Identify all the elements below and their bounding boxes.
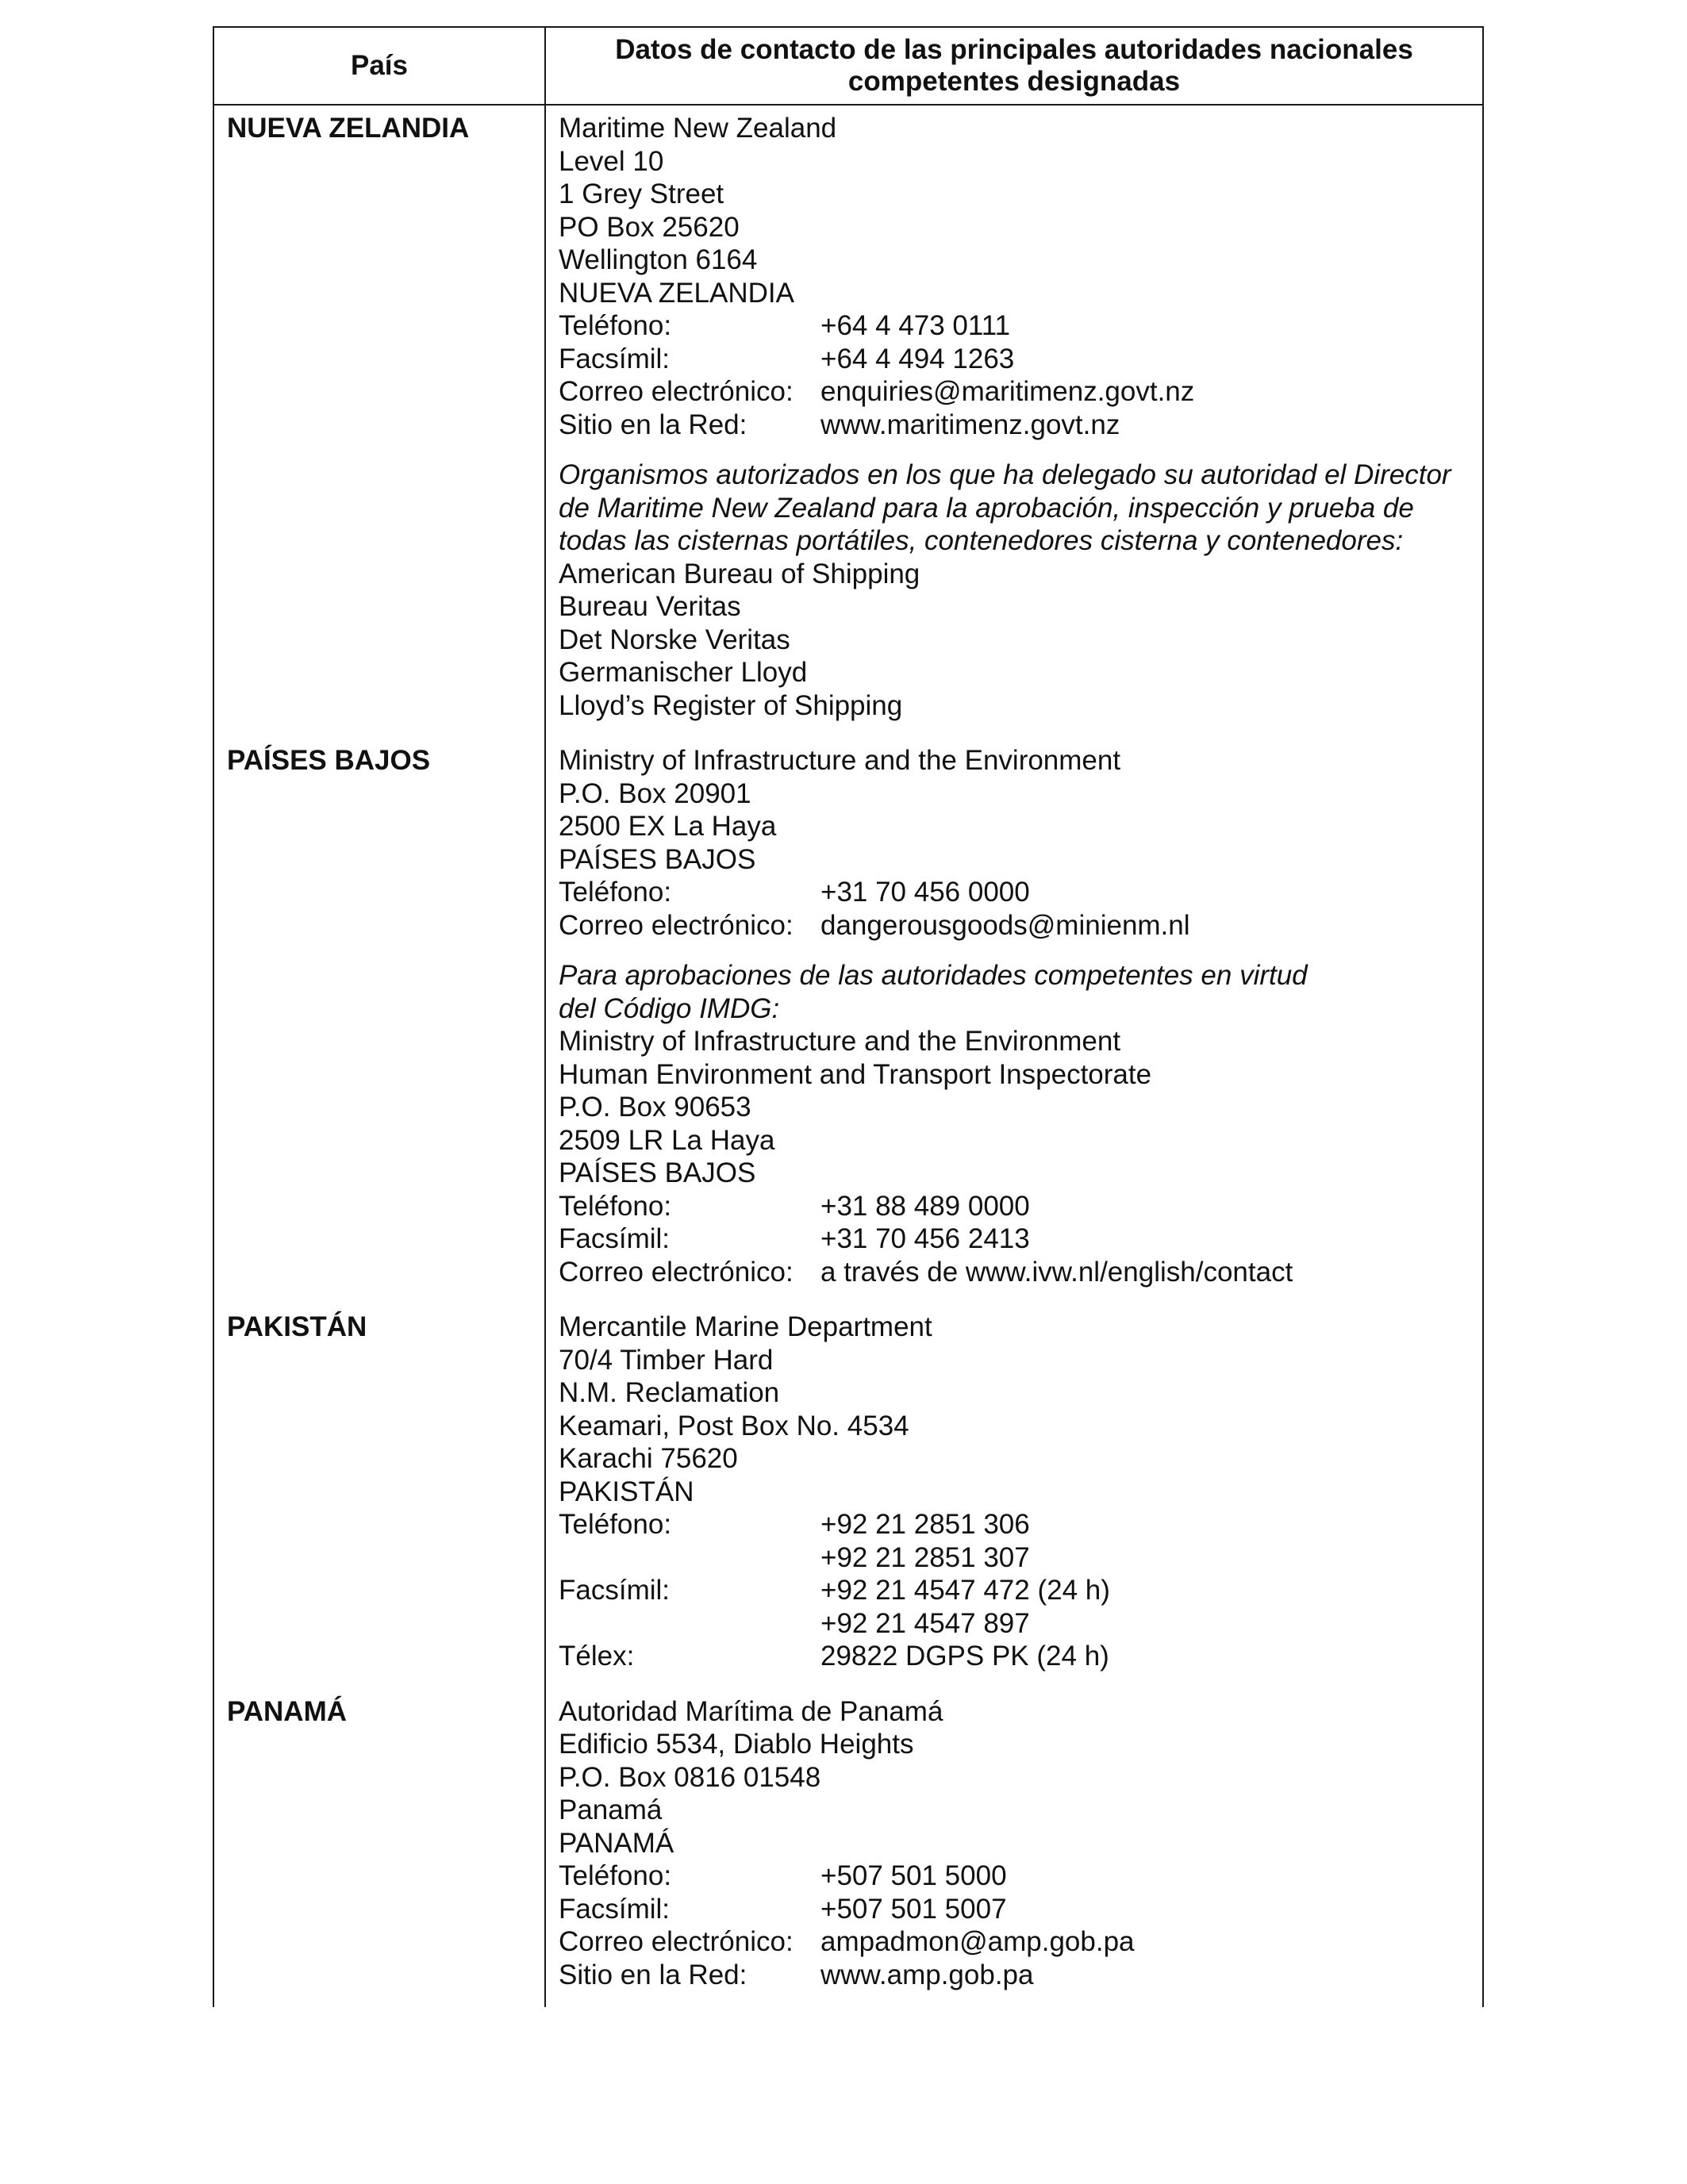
- table-row: [213, 105, 1483, 738]
- contact-value: www.maritimenz.govt.nz: [820, 409, 1120, 440]
- country-cell: PAKISTÁN: [213, 1304, 545, 1689]
- note-heading-line: Para aprobaciones de las autoridades competentes en virtud: [559, 960, 1308, 991]
- contact-value: dangerousgoods@minienm.nl: [820, 909, 1190, 941]
- contact-label: Facsímil:: [559, 343, 670, 374]
- note-line: P.O. Box 90653: [559, 1092, 751, 1123]
- country-cell: NUEVA ZELANDIA: [213, 105, 545, 738]
- contact-value: +31 70 456 0000: [820, 877, 1030, 908]
- contact-value: www.amp.gob.pa: [820, 1959, 1034, 1990]
- address-line: P.O. Box 20901: [559, 777, 751, 809]
- contact-row: [559, 1508, 1482, 1541]
- contact-details-cell: [545, 738, 1483, 1304]
- contact-label: Teléfono:: [559, 1860, 672, 1891]
- note-line: Ministry of Infrastructure and the Environment: [559, 1026, 1121, 1057]
- contact-row: [559, 1223, 1482, 1256]
- contact-row: [559, 309, 1482, 343]
- address-line: Maritime New Zealand: [559, 113, 837, 144]
- contact-row: [559, 375, 1482, 409]
- contact-row: [559, 1574, 1482, 1607]
- delegation-note-block: [559, 459, 1482, 722]
- note-line: 2509 LR La Haya: [559, 1124, 775, 1156]
- table-body: [213, 105, 1483, 2007]
- contact-value: ampadmon@amp.gob.pa: [820, 1926, 1135, 1957]
- contact-label: Sitio en la Red:: [559, 1959, 747, 1990]
- contact-value: +92 21 4547 472 (24 h): [820, 1575, 1110, 1606]
- contact-value: +92 21 2851 306: [820, 1509, 1030, 1540]
- address-line: 1 Grey Street: [559, 178, 724, 209]
- address-line: Autoridad Marítima de Panamá: [559, 1695, 943, 1727]
- contact-label: Facsímil:: [559, 1575, 670, 1606]
- address-line: Wellington 6164: [559, 244, 758, 275]
- table-header-row: [213, 27, 1483, 105]
- contact-label: Correo electrónico:: [559, 376, 794, 407]
- address-line: Level 10: [559, 145, 664, 177]
- contact-row: [559, 1190, 1482, 1223]
- contact-row: [559, 1860, 1482, 1893]
- note-heading-line: todas las cisternas portátiles, contenedores cisterna y contenedores:: [559, 525, 1404, 556]
- contact-label: Teléfono:: [559, 1509, 672, 1540]
- address-line: PAÍSES BAJOS: [559, 843, 756, 875]
- address-line: Mercantile Marine Department: [559, 1311, 932, 1342]
- address-line: NUEVA ZELANDIA: [559, 277, 794, 309]
- authorities-table: [213, 26, 1484, 2007]
- contact-label: Teléfono:: [559, 1190, 672, 1222]
- contact-row: [559, 409, 1482, 442]
- address-line: Panamá: [559, 1794, 663, 1825]
- contact-value: +64 4 494 1263: [820, 343, 1015, 374]
- contact-details-cell: [545, 1689, 1483, 2008]
- contact-row: [559, 876, 1482, 909]
- contact-column-header: Datos de contacto de las principales autoridades nacionales competentes designadas: [545, 27, 1483, 105]
- address-line: 2500 EX La Haya: [559, 811, 777, 842]
- contact-value: +92 21 2851 307: [820, 1541, 1030, 1573]
- contact-row: [559, 1607, 1482, 1641]
- contact-label: [559, 1607, 820, 1641]
- country-cell: PANAMÁ: [213, 1689, 545, 2008]
- address-line: Ministry of Infrastructure and the Environment: [559, 745, 1121, 776]
- contact-value: a través de www.ivw.nl/english/contact: [820, 1256, 1293, 1288]
- note-heading-line: de Maritime New Zealand para la aprobación, inspección y prueba de: [559, 492, 1414, 524]
- contact-details-cell: [545, 105, 1483, 738]
- table-row: [213, 1304, 1483, 1689]
- contact-value: +507 501 5000: [820, 1860, 1007, 1891]
- address-line: N.M. Reclamation: [559, 1377, 780, 1408]
- note-line: Germanischer Lloyd: [559, 657, 808, 688]
- contact-value: +92 21 4547 897: [820, 1607, 1030, 1639]
- note-line: American Bureau of Shipping: [559, 558, 920, 589]
- note-line: Bureau Veritas: [559, 591, 741, 622]
- address-line: PANAMÁ: [559, 1827, 674, 1859]
- contact-row: [559, 909, 1482, 942]
- contact-label: Teléfono:: [559, 877, 672, 908]
- table-row: [213, 1689, 1483, 2008]
- contact-value: +31 70 456 2413: [820, 1223, 1030, 1254]
- contact-label: Télex:: [559, 1641, 635, 1672]
- contact-label: Facsímil:: [559, 1223, 670, 1254]
- contact-value: +31 88 489 0000: [820, 1190, 1030, 1222]
- delegation-note-block: [559, 959, 1482, 1288]
- contact-label: Teléfono:: [559, 310, 672, 341]
- note-line: PAÍSES BAJOS: [559, 1157, 756, 1188]
- note-heading-line: del Código IMDG:: [559, 992, 780, 1024]
- contact-label: Correo electrónico:: [559, 909, 794, 941]
- address-line: Karachi 75620: [559, 1443, 738, 1474]
- contact-label: Correo electrónico:: [559, 1926, 794, 1957]
- contact-label: [559, 1541, 820, 1575]
- contact-row: [559, 1256, 1482, 1289]
- country-column-header: País: [213, 27, 545, 105]
- address-line: PO Box 25620: [559, 211, 740, 243]
- address-line: PAKISTÁN: [559, 1476, 694, 1507]
- contact-label: Facsímil:: [559, 1893, 670, 1925]
- address-line: Keamari, Post Box No. 4534: [559, 1410, 909, 1441]
- note-line: Human Environment and Transport Inspectorate: [559, 1058, 1152, 1090]
- note-line: Lloyd’s Register of Shipping: [559, 689, 903, 721]
- contact-row: [559, 1925, 1482, 1959]
- contact-row: [559, 1959, 1482, 1992]
- contact-row: [559, 343, 1482, 376]
- contact-row: [559, 1893, 1482, 1926]
- address-line: P.O. Box 0816 01548: [559, 1761, 821, 1793]
- note-line: Det Norske Veritas: [559, 624, 790, 655]
- note-heading-line: Organismos autorizados en los que ha delegado su autoridad el Director: [559, 459, 1451, 490]
- address-line: 70/4 Timber Hard: [559, 1344, 774, 1376]
- table-row: [213, 738, 1483, 1304]
- contact-row: [559, 1640, 1482, 1673]
- contact-value: +64 4 473 0111: [820, 310, 1011, 341]
- country-cell: PAÍSES BAJOS: [213, 738, 545, 1304]
- contact-label: Sitio en la Red:: [559, 409, 747, 440]
- address-line: Edificio 5534, Diablo Heights: [559, 1729, 914, 1760]
- contact-value: enquiries@maritimenz.govt.nz: [820, 376, 1195, 407]
- contact-details-cell: [545, 1304, 1483, 1689]
- contact-label: Correo electrónico:: [559, 1256, 794, 1288]
- contact-value: 29822 DGPS PK (24 h): [820, 1641, 1109, 1672]
- contact-row: [559, 1541, 1482, 1575]
- contact-value: +507 501 5007: [820, 1893, 1007, 1925]
